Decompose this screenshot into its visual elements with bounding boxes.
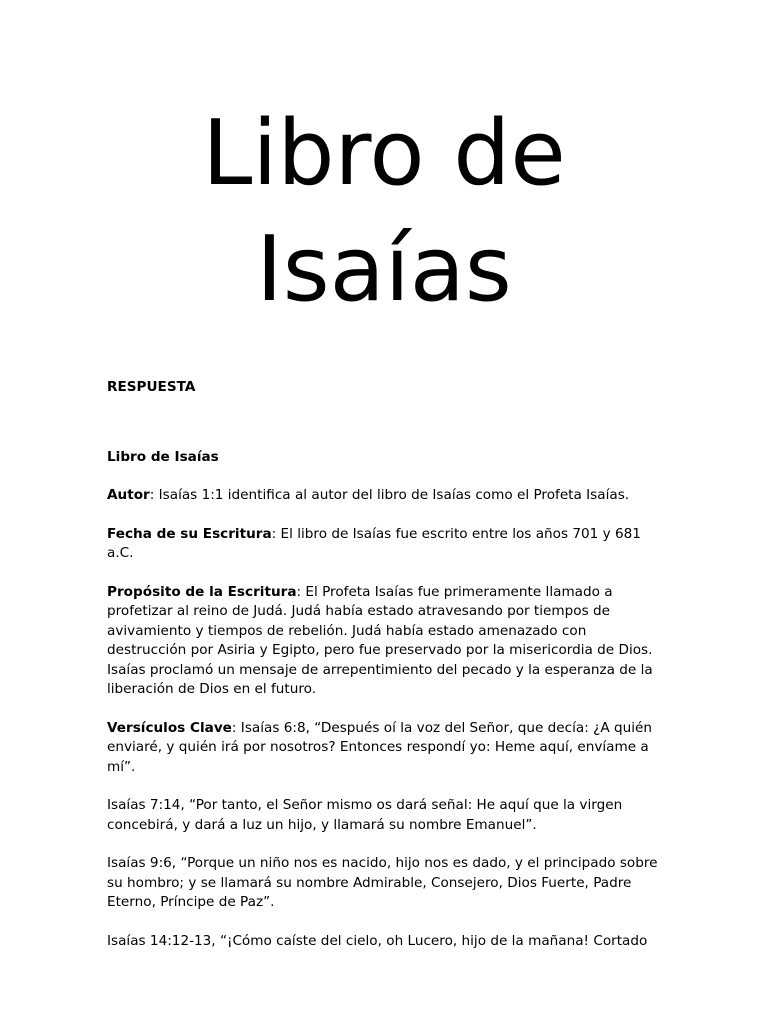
autor-paragraph xyxy=(107,486,663,506)
section-subheading: Libro de Isaías xyxy=(107,448,219,465)
verse-9-6-paragraph: Isaías 9:6, “Porque un niño nos es nacido, hijo nos es dado, y el principado sobre su hombro; y se llamará su nombre Admirable, Consejero, Dios Fuerte, Padre Eterno, Príncipe de Paz”. xyxy=(107,855,658,910)
fecha-label: Fecha de su Escritura xyxy=(107,525,272,542)
autor-label: Autor xyxy=(107,487,150,503)
respuesta-heading: RESPUESTA xyxy=(107,379,196,395)
document-title xyxy=(0,96,768,328)
proposito-paragraph xyxy=(107,583,663,700)
fecha-text: : El libro de Isaías fue escrito entre los años 701 y 681 a.C. xyxy=(107,525,641,561)
versiculos-paragraph xyxy=(107,719,663,778)
versiculos-text: : Isaías 6:8, “Después oí la voz del Señor, que decía: ¿A quién enviaré, y quién irá por nosotros? Entonces respondí yo: Heme aquí, envíame a mí”. xyxy=(107,719,652,775)
proposito-label: Propósito de la Escritura xyxy=(107,583,297,600)
title-line-1: Libro de xyxy=(202,101,566,206)
verse-14-12-paragraph: Isaías 14:12-13, “¡Cómo caíste del cielo, oh Lucero, hijo de la mañana! Cortado xyxy=(107,932,648,949)
title-line-2: Isaías xyxy=(256,217,512,322)
versiculos-label: Versículos Clave xyxy=(107,719,232,736)
verse-7-14-paragraph: Isaías 7:14, “Por tanto, el Señor mismo os dará señal: He aquí que la virgen concebirá, y dará a luz un hijo, y llamará su nombre Emanuel”. xyxy=(107,797,623,833)
document-body xyxy=(107,378,663,951)
autor-text: : Isaías 1:1 identifica al autor del libro de Isaías como el Profeta Isaías. xyxy=(149,487,630,503)
fecha-paragraph xyxy=(107,525,663,564)
proposito-text: : El Profeta Isaías fue primeramente llamado a profetizar al reino de Judá. Judá había estado atravesando por tiempos de avivamiento y tiempos de rebelión. Judá había estado amenazado con destrucción por Asiria y Egipto, pero fue preservado por la misericordia de Dios. Isaías proclamó un mensaje de arrepentimiento del pecado y la esperanza de la liberación de Dios en el futuro. xyxy=(107,583,653,697)
